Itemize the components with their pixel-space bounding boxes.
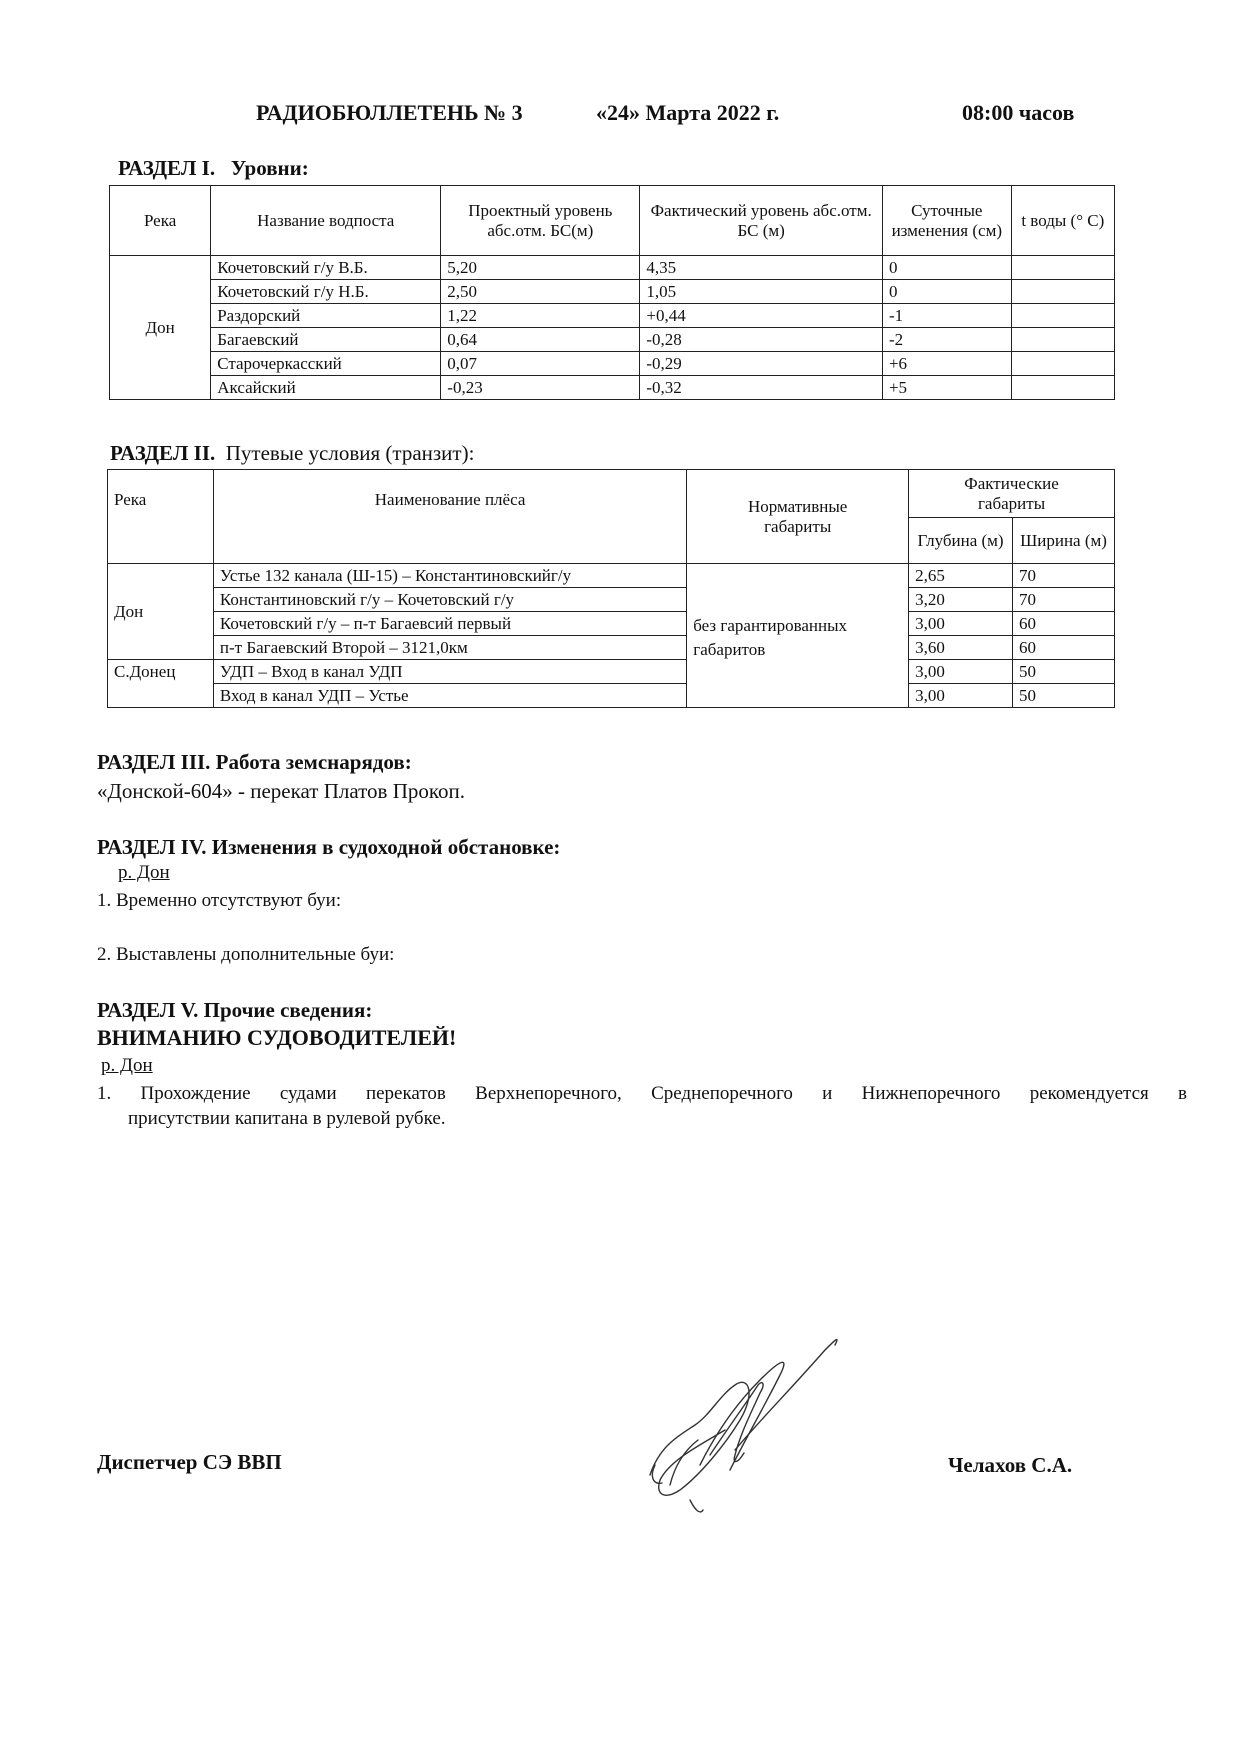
- section2-title: [110, 441, 474, 466]
- depth-cell: 3,00: [909, 660, 1013, 684]
- norm-cell: без гарантированных габаритов: [687, 564, 909, 708]
- reach-cell: п-т Багаевский Второй – 3121,0км: [213, 636, 686, 660]
- transit-table: [107, 469, 1115, 708]
- bulletin-title: РАДИОБЮЛЛЕТЕНЬ № 3: [256, 100, 523, 125]
- design-cell: -0,23: [441, 376, 640, 400]
- bulletin-date: «24» Марта 2022 г.: [596, 100, 780, 125]
- section3-title: РАЗДЕЛ III. Работа земснарядов:: [97, 750, 412, 774]
- actual-cell: -0,29: [640, 352, 883, 376]
- change-cell: +6: [882, 352, 1011, 376]
- table-row: [108, 588, 1115, 612]
- table-row: [110, 352, 1115, 376]
- width-cell: 70: [1013, 588, 1115, 612]
- levels-col-post: Название водпоста: [211, 186, 441, 256]
- section4-item2: 2. Выставлены дополнительные буи:: [97, 944, 395, 965]
- post-cell: Кочетовский г/у В.Б.: [211, 256, 441, 280]
- change-cell: +5: [882, 376, 1011, 400]
- temp-cell: [1011, 304, 1114, 328]
- transit-river-cell: Дон: [108, 564, 214, 660]
- temp-cell: [1011, 376, 1114, 400]
- reach-cell: Кочетовский г/у – п-т Багаевсий первый: [213, 612, 686, 636]
- post-cell: Багаевский: [211, 328, 441, 352]
- post-cell: Раздорский: [211, 304, 441, 328]
- levels-river-cell: Дон: [110, 256, 211, 400]
- table-row: [108, 684, 1115, 708]
- section2-title-prefix: РАЗДЕЛ II.: [110, 441, 216, 465]
- temp-cell: [1011, 352, 1114, 376]
- reach-cell: УДП – Вход в канал УДП: [213, 660, 686, 684]
- depth-cell: 3,00: [909, 612, 1013, 636]
- section5-river: р. Дон: [101, 1055, 153, 1076]
- design-cell: 2,50: [441, 280, 640, 304]
- design-cell: 0,07: [441, 352, 640, 376]
- section5-title: РАЗДЕЛ V. Прочие сведения:: [97, 998, 373, 1022]
- table-row: [110, 328, 1115, 352]
- section4-item1: 1. Временно отсутствуют буи:: [97, 890, 342, 911]
- table-row: [110, 280, 1115, 304]
- section1-title-text: Уровни:: [230, 156, 309, 180]
- levels-header-row: [110, 186, 1115, 256]
- depth-cell: 3,00: [909, 684, 1013, 708]
- table-row: [108, 612, 1115, 636]
- post-cell: Старочеркасский: [211, 352, 441, 376]
- section1-title: [118, 156, 309, 181]
- temp-cell: [1011, 256, 1114, 280]
- width-cell: 60: [1013, 612, 1115, 636]
- post-cell: Кочетовский г/у Н.Б.: [211, 280, 441, 304]
- table-row: [110, 304, 1115, 328]
- actual-cell: +0,44: [640, 304, 883, 328]
- attention-heading: ВНИМАНИЮ СУДОВОДИТЕЛЕЙ!: [97, 1025, 457, 1050]
- section4-title: РАЗДЕЛ IV. Изменения в судоходной обстановке:: [97, 835, 561, 859]
- section1-title-prefix: РАЗДЕЛ I.: [118, 156, 216, 180]
- transit-col-norm: Нормативные габариты: [687, 470, 909, 564]
- change-cell: -1: [882, 304, 1011, 328]
- transit-header-row-1: [108, 470, 1115, 518]
- transit-col-river: Река: [108, 470, 214, 564]
- transit-col-reach: Наименование плёса: [213, 470, 686, 564]
- levels-col-temp: t воды (° С): [1011, 186, 1114, 256]
- section5-item1-line2: присутствии капитана в рулевой рубке.: [128, 1108, 446, 1129]
- design-cell: 0,64: [441, 328, 640, 352]
- table-row: [110, 256, 1115, 280]
- section3-text: «Донской-604» - перекат Платов Прокоп.: [97, 779, 465, 803]
- table-row: [108, 564, 1115, 588]
- levels-col-river: Река: [110, 186, 211, 256]
- change-cell: -2: [882, 328, 1011, 352]
- signature-image: [640, 1325, 860, 1515]
- change-cell: 0: [882, 280, 1011, 304]
- design-cell: 5,20: [441, 256, 640, 280]
- table-row: [108, 636, 1115, 660]
- transit-col-depth: Глубина (м): [909, 518, 1013, 564]
- transit-river-cell: С.Донец: [108, 660, 214, 708]
- reach-cell: Константиновский г/у – Кочетовский г/у: [213, 588, 686, 612]
- depth-cell: 2,65: [909, 564, 1013, 588]
- change-cell: 0: [882, 256, 1011, 280]
- bulletin-time: 08:00 часов: [962, 100, 1075, 125]
- reach-cell: Вход в канал УДП – Устье: [213, 684, 686, 708]
- post-cell: Аксайский: [211, 376, 441, 400]
- transit-col-actual: Фактические габариты: [909, 470, 1115, 518]
- transit-col-width: Ширина (м): [1013, 518, 1115, 564]
- width-cell: 60: [1013, 636, 1115, 660]
- width-cell: 50: [1013, 684, 1115, 708]
- actual-cell: -0,28: [640, 328, 883, 352]
- actual-cell: 1,05: [640, 280, 883, 304]
- table-row: [108, 660, 1115, 684]
- levels-col-change: Суточные изменения (см): [882, 186, 1011, 256]
- levels-col-design: Проектный уровень абс.отм. БС(м): [441, 186, 640, 256]
- width-cell: 70: [1013, 564, 1115, 588]
- depth-cell: 3,20: [909, 588, 1013, 612]
- section4-river: р. Дон: [118, 862, 170, 883]
- table-row: [110, 376, 1115, 400]
- levels-col-actual: Фактический уровень абс.отм. БС (м): [640, 186, 883, 256]
- section2-title-text: Путевые условия (транзит):: [225, 441, 475, 465]
- section5-item1-line1: 1. Прохождение судами перекатов Верхнепоречного, Среднепоречного и Нижнепоречного рекомендуется в: [97, 1083, 1187, 1104]
- dispatcher-position: Диспетчер СЭ ВВП: [97, 1450, 282, 1474]
- depth-cell: 3,60: [909, 636, 1013, 660]
- temp-cell: [1011, 328, 1114, 352]
- reach-cell: Устье 132 канала (Ш-15) – Константиновскийг/у: [213, 564, 686, 588]
- temp-cell: [1011, 280, 1114, 304]
- actual-cell: -0,32: [640, 376, 883, 400]
- levels-table: [109, 185, 1115, 400]
- width-cell: 50: [1013, 660, 1115, 684]
- actual-cell: 4,35: [640, 256, 883, 280]
- dispatcher-name: Челахов С.А.: [948, 1453, 1073, 1477]
- design-cell: 1,22: [441, 304, 640, 328]
